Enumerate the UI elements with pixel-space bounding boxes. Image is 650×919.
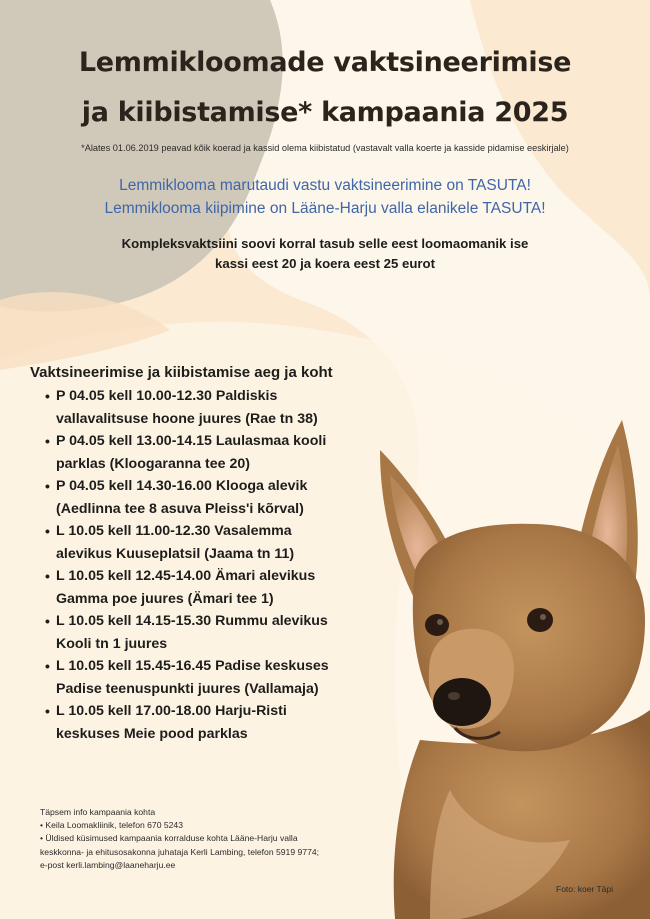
combo-vaccine-price-notice: [0, 234, 650, 274]
contact-line: keskkonna- ja ehitusosakonna juhataja Kerli Lambing, telefon 5919 9774;: [40, 846, 320, 857]
title-line-1: Lemmikloomade vaktsineerimise: [78, 47, 572, 78]
bullet-icon: •: [45, 388, 50, 404]
schedule-item: [30, 430, 400, 475]
schedule-item-line1: L 10.05 kell 12.45-14.00 Ämari alevikus: [56, 568, 316, 584]
chip-requirement-footnote: *Alates 01.06.2019 peavad kõik koerad ja kassid olema kiibistatud (vastavalt valla koerte ja kasside pidamise eeskirjale): [81, 143, 569, 153]
bullet-icon: •: [45, 658, 50, 674]
schedule-item-line2: Gamma poe juures (Ämari tee 1): [56, 590, 274, 607]
schedule-item-line1: L 10.05 kell 11.00-12.30 Vasalemma: [56, 523, 292, 539]
schedule-item: [30, 385, 400, 430]
schedule-section: [30, 362, 400, 745]
dog-photo: [360, 410, 650, 919]
schedule-item-line2: (Aedlinna tee 8 asuva Pleiss'i kõrval): [56, 500, 304, 517]
schedule-item: [30, 700, 400, 745]
schedule-item-line2: keskuses Meie pood parklas: [56, 725, 248, 742]
schedule-item: [30, 520, 400, 565]
schedule-item-line2: Kooli tn 1 juures: [56, 635, 168, 652]
schedule-heading: Vaktsineerimise ja kiibistamise aeg ja koht: [30, 364, 333, 381]
bullet-icon: •: [45, 478, 50, 494]
contact-email-line: e-post kerli.lambing@laaneharju.ee: [40, 859, 176, 870]
contact-info-heading: Täpsem info kampaania kohta: [40, 807, 156, 817]
schedule-item-line1: L 10.05 kell 14.15-15.30 Rummu alevikus: [56, 613, 328, 629]
bullet-icon: •: [45, 613, 50, 629]
bullet-icon: •: [45, 523, 50, 539]
free-chipping-notice: Lemmiklooma kiipimine on Lääne-Harju valla elanikele TASUTA!: [104, 200, 546, 217]
schedule-item-line2: Padise teenuspunkti juures (Vallamaja): [56, 680, 319, 697]
bullet-icon: •: [45, 433, 50, 449]
schedule-list: [30, 385, 400, 745]
bullet-icon: •: [45, 568, 50, 584]
contact-line: • Üldised küsimused kampaania korralduse kohta Lääne-Harju valla: [40, 833, 298, 844]
schedule-item: [30, 655, 400, 700]
schedule-item: [30, 565, 400, 610]
contact-info: [40, 806, 400, 872]
schedule-item-line1: P 04.05 kell 14.30-16.00 Klooga alevik: [56, 478, 308, 494]
photo-credit: Foto: koer Täpi: [556, 884, 614, 894]
schedule-item-line2: parklas (Kloogaranna tee 20): [56, 455, 250, 472]
schedule-item-line2: alevikus Kuuseplatsil (Jaama tn 11): [56, 545, 295, 562]
combo-line-1: Kompleksvaktsiini soovi korral tasub selle eest loomaomanik ise: [121, 236, 529, 251]
schedule-item: [30, 475, 400, 520]
free-vaccination-notice: Lemmiklooma marutaudi vastu vaktsineerimine on TASUTA!: [119, 177, 531, 194]
page-title: [0, 38, 650, 138]
bullet-icon: •: [45, 703, 50, 719]
schedule-item-line1: P 04.05 kell 10.00-12.30 Paldiskis: [56, 388, 278, 404]
schedule-item-line2: vallavalitsuse hoone juures (Rae tn 38): [56, 410, 318, 427]
schedule-item-line1: L 10.05 kell 17.00-18.00 Harju-Risti: [56, 703, 287, 719]
free-service-notices: [0, 174, 650, 220]
title-line-2: ja kiibistamise* kampaania 2025: [81, 97, 569, 128]
schedule-item: [30, 610, 400, 655]
schedule-item-line1: L 10.05 kell 15.45-16.45 Padise keskuses: [56, 658, 329, 674]
schedule-item-line1: P 04.05 kell 13.00-14.15 Laulasmaa kooli: [56, 433, 327, 449]
combo-line-2: kassi eest 20 ja koera eest 25 eurot: [215, 256, 435, 271]
contact-line: • Keila Loomakliinik, telefon 670 5243: [40, 820, 183, 831]
